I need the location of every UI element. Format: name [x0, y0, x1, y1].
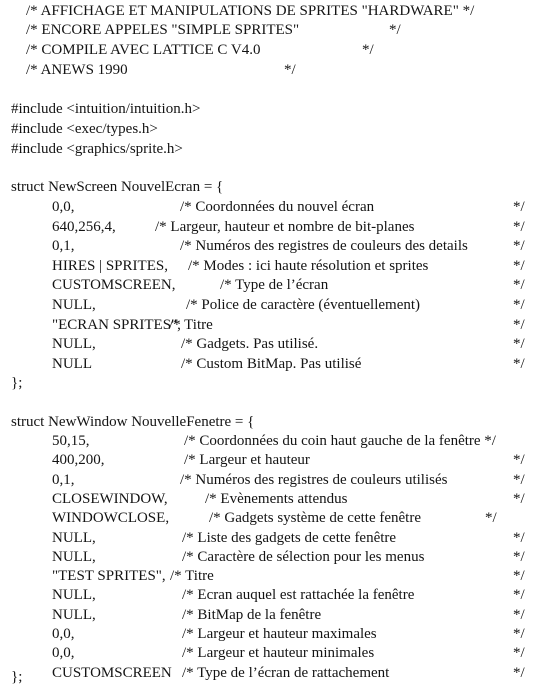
- field-comment: /* Evènements attendus: [205, 490, 348, 507]
- field-comment: /* Largeur, hauteur et nombre de bit-planes: [155, 218, 415, 235]
- comment-end: */: [513, 548, 525, 565]
- comment-end: */: [284, 62, 296, 78]
- field-comment: /* Titre: [169, 316, 213, 333]
- field-comment: /* Largeur et hauteur: [184, 452, 310, 469]
- struct-field-line: [0, 355, 538, 373]
- comment-end: */: [513, 218, 525, 235]
- struct-field-line: [0, 548, 538, 566]
- comment-end: */: [513, 606, 525, 623]
- comment-end: */: [513, 645, 525, 662]
- struct-field-line: [0, 509, 538, 527]
- comment-end: */: [513, 336, 525, 353]
- field-value: CLOSEWINDOW,: [52, 490, 168, 507]
- field-comment: /* Type de l’écran: [220, 277, 329, 294]
- field-comment: /* Ecran auquel est rattachée la fenêtre: [182, 587, 415, 604]
- struct-field-line: [0, 606, 538, 624]
- struct-field-line: [0, 664, 538, 682]
- field-comment: /* BitMap de la fenêtre: [182, 606, 322, 623]
- field-comment: /* Numéros des registres de couleurs utilisés: [180, 471, 448, 488]
- struct-field-line: [0, 296, 538, 314]
- struct-field-line: [0, 237, 538, 255]
- field-comment: /* Modes : ici haute résolution et sprites: [188, 257, 429, 274]
- field-value: NULL: [52, 355, 92, 372]
- field-value: NULL,: [52, 529, 96, 546]
- struct-field-line: [0, 432, 538, 450]
- field-value: 0,1,: [52, 238, 75, 255]
- comment-end: */: [513, 490, 525, 507]
- field-comment: /* Custom BitMap. Pas utilisé: [181, 355, 362, 372]
- field-comment: /* Coordonnées du coin haut gauche de la fenêtre */: [184, 433, 496, 449]
- field-value: 0,0,: [52, 626, 75, 642]
- field-value: 400,200,: [52, 452, 105, 469]
- field-value: WINDOWCLOSE,: [52, 510, 170, 527]
- field-value: 0,0,: [52, 199, 75, 215]
- comment-end: */: [513, 471, 525, 488]
- comment-text: /* AFFICHAGE ET MANIPULATIONS DE SPRITES "HARDWARE" */: [26, 3, 475, 19]
- comment-end: */: [513, 238, 525, 255]
- struct-field-line: [0, 529, 538, 547]
- comment-end: */: [513, 355, 525, 372]
- struct-field-line: [0, 625, 538, 643]
- struct-declaration: struct NewWindow NouvelleFenetre = {: [11, 414, 255, 430]
- struct-field-line: [0, 451, 538, 469]
- comment-end: */: [389, 22, 401, 38]
- comment-text: /* ENCORE APPELES "SIMPLE SPRITES": [26, 22, 300, 38]
- field-value: 50,15,: [52, 433, 90, 449]
- field-comment: /* Titre: [170, 568, 214, 585]
- struct-field-line: [0, 218, 538, 236]
- struct-field-line: [0, 567, 538, 585]
- comment-end: */: [513, 199, 525, 215]
- struct-field-line: [0, 276, 538, 294]
- field-value: 0,0,: [52, 645, 75, 662]
- struct-field-line: [0, 257, 538, 275]
- comment-end: */: [513, 297, 525, 313]
- comment-end: */: [513, 529, 525, 546]
- include-line: #include <graphics/sprite.h>: [11, 141, 183, 157]
- struct-field-line: [0, 471, 538, 489]
- struct-field-line: [0, 586, 538, 604]
- header-comment-line: [11, 2, 475, 20]
- field-value: NULL,: [52, 297, 96, 313]
- struct-field-line: [0, 335, 538, 353]
- comment-end: */: [513, 257, 525, 274]
- comment-end: */: [485, 510, 497, 527]
- field-comment: /* Coordonnées du nouvel écran: [180, 199, 375, 215]
- field-comment: /* Gadgets système de cette fenêtre: [209, 510, 421, 527]
- comment-text: /* ANEWS 1990: [26, 62, 128, 78]
- include-line: #include <exec/types.h>: [11, 121, 158, 137]
- field-value: NULL,: [52, 548, 96, 565]
- field-value: NULL,: [52, 336, 96, 353]
- comment-end: */: [513, 626, 525, 642]
- field-value: HIRES | SPRITES,: [52, 257, 168, 274]
- comment-end: */: [513, 664, 525, 681]
- struct-field-line: [0, 316, 538, 334]
- field-comment: /* Liste des gadgets de cette fenêtre: [182, 529, 397, 546]
- field-comment: /* Largeur et hauteur minimales: [182, 645, 375, 662]
- struct-field-line: [0, 198, 538, 216]
- field-comment: /* Caractère de sélection pour les menus: [182, 548, 425, 565]
- field-value: NULL,: [52, 587, 96, 604]
- struct-field-line: [0, 490, 538, 508]
- field-value: CUSTOMSCREEN,: [52, 277, 176, 294]
- struct-field-line: [0, 644, 538, 662]
- field-value: "ECRAN SPRITES",: [52, 316, 181, 333]
- header-comment-line: [11, 21, 401, 39]
- comment-end: */: [362, 42, 374, 58]
- field-value: 640,256,4,: [52, 218, 116, 235]
- comment-end: */: [513, 587, 525, 604]
- header-comment-line: [11, 61, 296, 79]
- field-comment: /* Largeur et hauteur maximales: [182, 626, 377, 642]
- field-value: "TEST SPRITES",: [52, 568, 166, 585]
- struct-close: };: [11, 669, 23, 685]
- struct-declaration: struct NewScreen NouvelEcran = {: [11, 179, 224, 195]
- field-value: CUSTOMSCREEN: [52, 664, 172, 681]
- field-comment: /* Gadgets. Pas utilisé.: [181, 336, 319, 353]
- include-line: #include <intuition/intuition.h>: [11, 101, 201, 117]
- field-comment: /* Numéros des registres de couleurs des details: [180, 238, 468, 255]
- comment-end: */: [513, 277, 525, 294]
- struct-close: };: [11, 375, 23, 391]
- field-comment: /* Type de l’écran de rattachement: [182, 664, 390, 681]
- field-comment: /* Police de caractère (éventuellement): [186, 297, 421, 313]
- comment-end: */: [513, 568, 525, 585]
- field-value: 0,1,: [52, 471, 75, 488]
- comment-end: */: [513, 452, 525, 469]
- comment-end: */: [513, 316, 525, 333]
- header-comment-line: [11, 41, 374, 59]
- comment-text: /* COMPILE AVEC LATTICE C V4.0: [26, 42, 261, 58]
- field-value: NULL,: [52, 606, 96, 623]
